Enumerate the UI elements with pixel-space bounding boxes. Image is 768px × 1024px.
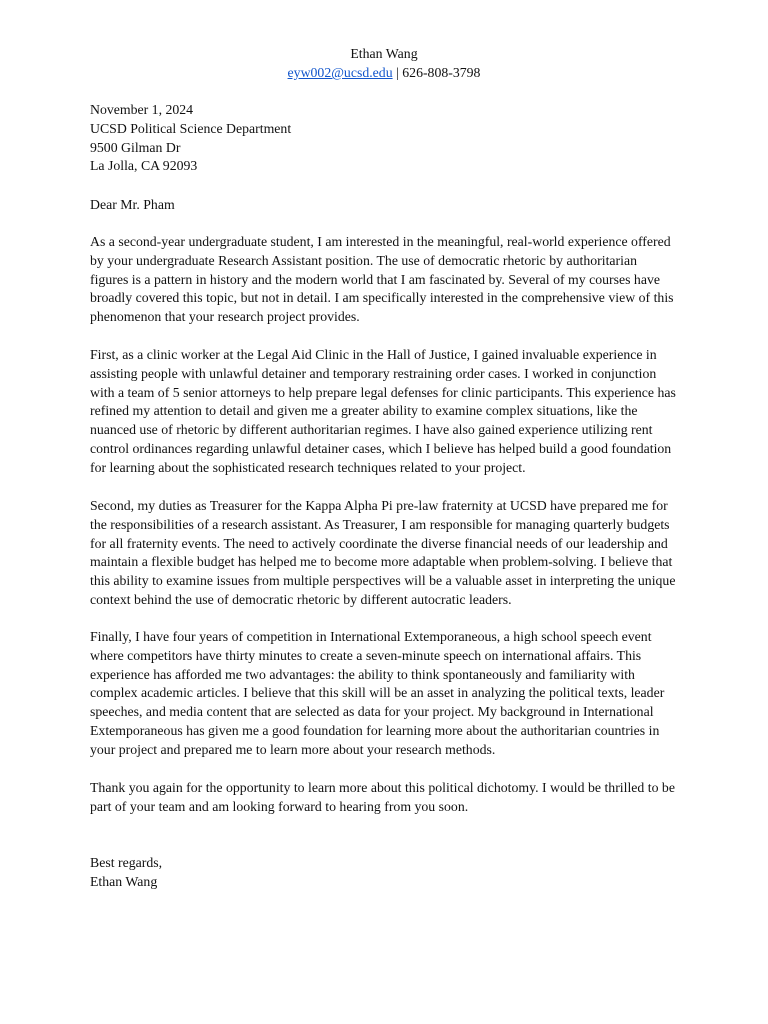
body-paragraph [90,628,682,760]
paragraph-line: for all fraternity events. The need to actively coordinate the diverse financial needs of our leadership and [90,535,668,551]
paragraph-line: As a second-year undergraduate student, I am interested in the meaningful, real-world experience offered [90,234,671,249]
valediction: Best regards, [90,855,163,870]
paragraph-line: phenomenon that your research project provides. [90,309,360,325]
sender-name: Ethan Wang [350,46,418,61]
paragraph-line: refined my attention to detail and given me a greater ability to examine complex situations, like the [90,403,638,419]
contact-line [0,63,768,82]
letter-header [0,44,768,82]
paragraph-line: First, as a clinic worker at the Legal Aid Clinic in the Hall of Justice, I gained invaluable experience in [90,347,657,362]
paragraph-line: this ability to examine issues from multiple perspectives will be a valuable asset in interpreting the unique [90,573,676,589]
paragraph-line: nuanced use of rhetoric by different authoritarian regimes. I have also gained experience utilizing rent [90,422,653,438]
body-paragraph [90,779,682,817]
salutation [90,196,682,215]
paragraph-line: your project and prepared me to learn more about your research methods. [90,741,496,757]
paragraph-line: context behind the use of democratic rhetoric by different autocratic leaders. [90,591,512,607]
contact-separator: | [392,65,403,80]
paragraph-line: by your undergraduate Research Assistant position. The use of democratic rhetoric by authoritarian [90,252,637,268]
paragraph-line: the responsibilities of a research assistant. As Treasurer, I am responsible for managing quarterly budgets [90,516,670,532]
paragraph-line: control ordinances regarding unlawful detainer cases, which I believe has helped build a good foundation [90,440,672,456]
recipient-street: 9500 Gilman Dr [90,139,181,155]
paragraph-line: Finally, I have four years of competition in International Extemporaneous, a high school speech event [90,629,652,644]
paragraph-line: experience has afforded me two advantages: the ability to think spontaneously and familiarity with [90,666,635,682]
paragraph-line: Extemporaneous has given me a good foundation for learning more about the authoritarian countries in [90,722,660,738]
paragraph-line: with a team of 5 senior attorneys to help prepare legal defenses for clinic participants. This experience has [90,384,676,400]
paragraph-line: Thank you again for the opportunity to learn more about this political dichotomy. I would be thrilled to be [90,780,675,795]
paragraph-line: where competitors have thirty minutes to create a seven-minute speech on international affairs. This [90,647,642,663]
email-link[interactable]: eyw002@ucsd.edu [287,65,393,80]
paragraph-line: complex academic articles. I believe that this skill will be an asset in analyzing the political texts, leader [90,685,665,701]
letter-closing [90,854,682,892]
paragraph-line: broadly covered this topic, but not in detail. I am specifically interested in the comprehensive view of this [90,290,674,306]
letter-date: November 1, 2024 [90,102,194,117]
salutation-text: Dear Mr. Pham [90,197,175,212]
recipient-organization: UCSD Political Science Department [90,120,292,136]
signature-name: Ethan Wang [90,873,158,889]
body-paragraph [90,346,682,478]
recipient-address [90,101,682,176]
phone-number: 626-808-3798 [402,65,481,80]
recipient-city: La Jolla, CA 92093 [90,158,198,174]
paragraph-line: figures is a pattern in history and the modern world that I am fascinated by. Several of my courses have [90,271,660,287]
paragraph-line: part of your team and am looking forward to hearing from you soon. [90,798,469,814]
paragraph-line: assisting people with unlawful detainer and temporary restraining order cases. I worked in conjunction [90,365,657,381]
paragraph-line: maintain a flexible budget has helped me to become more adaptable when problem-solving. I believe that [90,554,673,570]
paragraph-line: speeches, and media content that are selected as data for your project. My background in International [90,704,654,720]
paragraph-line: for learning about the sophisticated research techniques related to your project. [90,459,526,475]
paragraph-line: Second, my duties as Treasurer for the Kappa Alpha Pi pre-law fraternity at UCSD have prepared me for [90,498,668,513]
body-paragraph [90,497,682,610]
body-paragraph [90,233,682,327]
